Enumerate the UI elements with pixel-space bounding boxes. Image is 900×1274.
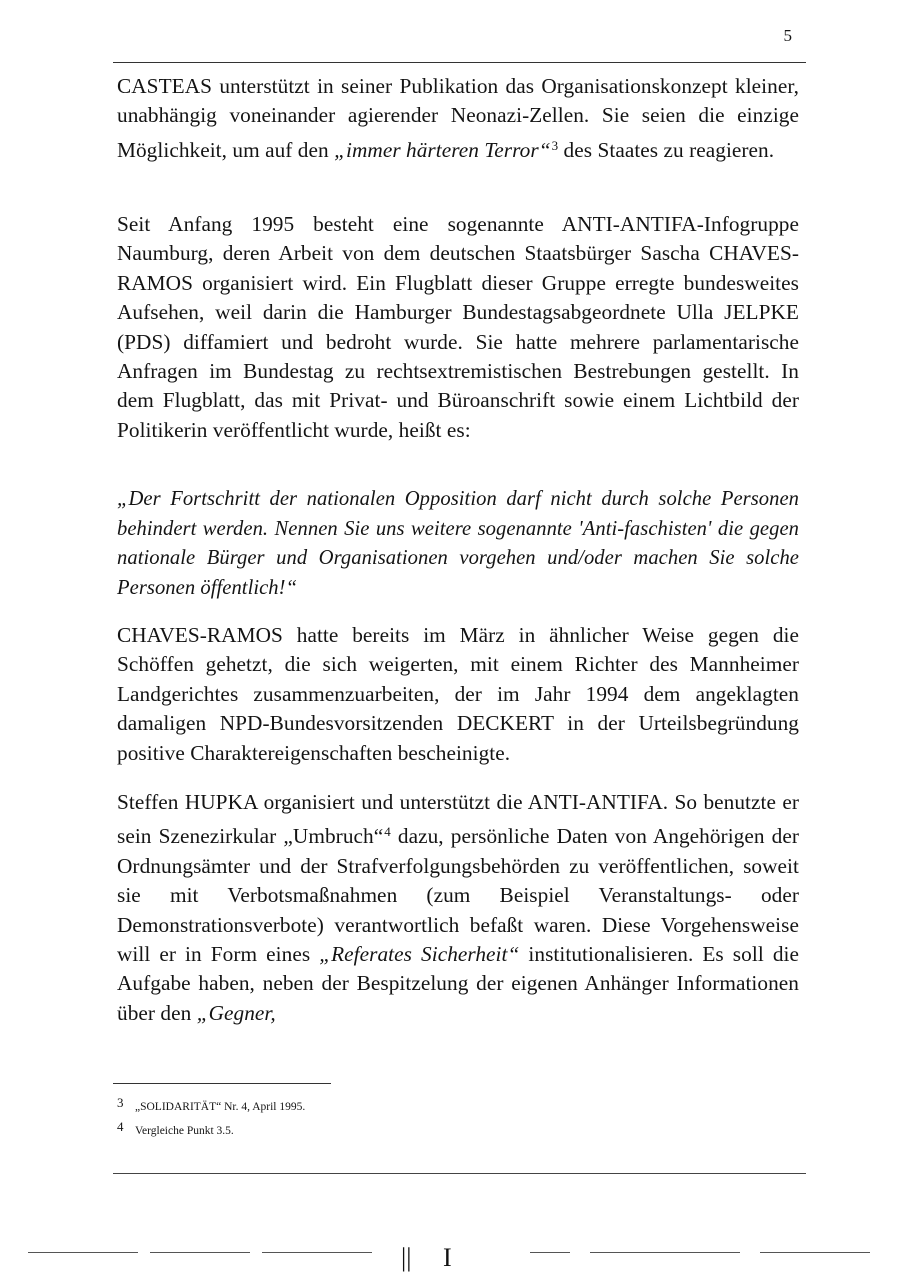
scan-dash [530, 1252, 570, 1253]
paragraph-hupka-text-3: institutionalisieren. Es soll die Aufgabe haben, neben der Bespitzelung der eigenen Anhänger Informationen über den [117, 942, 799, 1025]
quote-gegner: „Gegner, [196, 1000, 276, 1025]
footnote-3 [117, 1093, 717, 1117]
scan-dash [28, 1252, 138, 1253]
scan-dash [590, 1252, 740, 1253]
paragraph-chaves-ramos: CHAVES-RAMOS hatte bereits im März in ähnlicher Weise gegen die Schöffen gehetzt, die sich weigerten, mit einem Richter des Mannheimer Landgerichtes zusammenzuarbeiten, der im Jahr 1994 dem angeklagten damaligen NPD-Bundesvorsitzenden DECKERT in der Urteilsbegründung positive Charaktereigenschaften bescheinigte. [117, 623, 799, 765]
flyer-quote: „Der Fortschritt der nationalen Opposition darf nicht durch solche Personen behindert werden. Nennen Sie uns weitere sogenannte 'Anti-faschisten' die gegen nationale Bürger und Organisationen vorgehen und/oder machen Sie solche Personen öffentlich!“ [117, 488, 799, 599]
footnote-ref-3[interactable]: 3 [551, 137, 559, 153]
header-rule [113, 62, 806, 63]
paragraph-hupka-text-2: dazu, persönliche Daten von Angehörigen der Ordnungsämter und der Strafverfolgungsbehörden zu veröffentlichen, soweit sie mit Verbotsmaßnahmen (zum Beispiel Veranstaltungs- oder Demonstrationsverbote) verantwortlich befaßt waren. Diese Vorgehensweise will er in Form eines [117, 824, 800, 967]
quote-referates-sicherheit: „Referates Sicherheit“ [319, 942, 520, 967]
quote-terror: „immer härteren Terror“ [334, 137, 551, 162]
paragraph-hupka [117, 788, 799, 1028]
scan-mark-right: I [443, 1243, 452, 1272]
page-number: 5 [783, 26, 792, 45]
footnote-4 [117, 1117, 717, 1141]
scan-mark-left: || [401, 1243, 412, 1272]
scan-dash [760, 1252, 870, 1253]
footnote-text: Vergleiche Punkt 3.5. [135, 1125, 234, 1137]
scan-dash [262, 1252, 372, 1253]
paragraph-anti-antifa: Seit Anfang 1995 besteht eine sogenannte ANTI-ANTIFA-Infogruppe Naumburg, deren Arbeit von dem deutschen Staatsbürger Sascha CHAVES-RAMOS organisiert wird. Ein Flugblatt dieser Gruppe erregte bundesweites Aufsehen, weil darin die Hamburger Bundestagsabgeordnete Ulla JELPKE (PDS) diffamiert und bedroht wurde. Sie hatte mehrere parlamentarische Anfragen im Bundestag zu rechtsextremistischen Bestrebungen gestellt. In dem Flugblatt, das mit Privat- und Büroanschrift sowie einem Lichtbild der Politikerin veröffentlicht wurde, heißt es: [117, 212, 799, 442]
paragraph-casteas-text: CASTEAS unterstützt in seiner Publikation das Organisationskonzept kleiner, unabhängig voneinander agierender Neonazi-Zellen. Sie seien die einzige Möglichkeit, um auf den [117, 74, 799, 162]
footnotes [117, 1093, 717, 1141]
footnote-number: 4 [117, 1119, 124, 1134]
footnote-number: 3 [117, 1095, 124, 1110]
paragraph-casteas [117, 72, 799, 165]
scan-dash [150, 1252, 250, 1253]
paragraph-hupka-text-1: Steffen HUPKA organisiert und unterstützt die ANTI-ANTIFA. So benutzte er sein Szenezirkular „Umbruch“ [117, 790, 799, 849]
bottom-rule [113, 1173, 806, 1174]
footnote-text: „SOLIDARITÄT“ Nr. 4, April 1995. [135, 1101, 306, 1113]
footnote-rule [113, 1083, 331, 1084]
paragraph-casteas-end: des Staates zu reagieren. [558, 137, 775, 162]
footnote-ref-4[interactable]: 4 [384, 824, 391, 840]
